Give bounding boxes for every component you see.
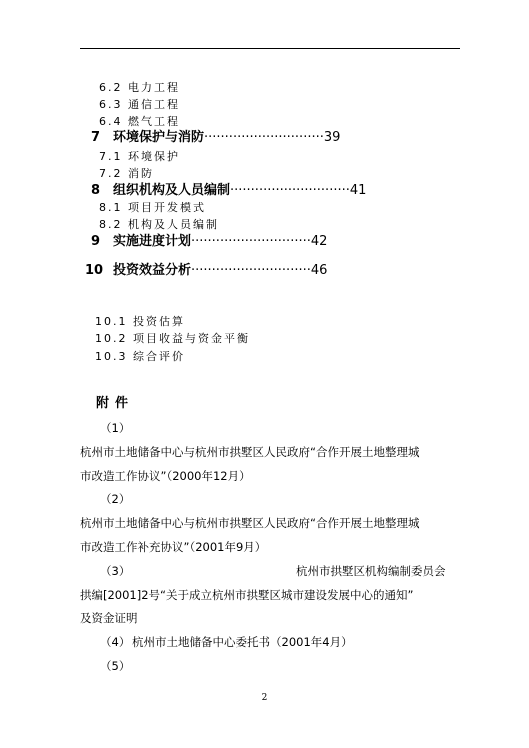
- dot-leader: ·····························: [191, 263, 311, 278]
- toc-section-7-2: 7.2 消防: [99, 167, 154, 180]
- appendix-item-3-line-3: 及资金证明: [80, 611, 138, 625]
- chapter-number: 7: [91, 130, 101, 145]
- appendix-heading: 附件: [96, 396, 135, 411]
- toc-section-8-1: 8.1 项目开发模式: [99, 201, 206, 214]
- appendix-item-2-number: （2）: [100, 492, 131, 506]
- toc-chapter-10: [85, 263, 327, 279]
- appendix-item-5-number: （5）: [100, 659, 131, 673]
- appendix-item-1-number: （1）: [100, 421, 131, 435]
- toc-section-6-3: 6.3 通信工程: [99, 98, 180, 111]
- toc-chapter-7: [91, 130, 340, 146]
- header-rule: [80, 48, 460, 49]
- appendix-item-4-text: 杭州市土地储备中心委托书（2001年4月）: [132, 635, 353, 649]
- toc-section-6-4: 6.4 燃气工程: [99, 115, 180, 128]
- toc-section-8-2: 8.2 机构及人员编制: [99, 218, 219, 231]
- toc-section-6-2: 6.2 电力工程: [99, 81, 180, 94]
- chapter-number: 10: [85, 263, 104, 278]
- page-number: 2: [261, 693, 268, 703]
- dot-leader: ·····························: [230, 183, 350, 198]
- page-ref: 42: [310, 234, 328, 249]
- toc-chapter-9: [91, 234, 327, 250]
- chapter-title: 环境保护与消防: [113, 130, 205, 145]
- toc-section-10-2: 10.2 项目收益与资金平衡: [95, 332, 250, 345]
- appendix-item-2-line-1: 杭州市土地储备中心与杭州市拱墅区人民政府“合作开展土地整理城: [80, 516, 420, 530]
- dot-leader: ·····························: [191, 234, 311, 249]
- appendix-item-1-line-2: 市改造工作协议”（2000年12月）: [80, 469, 251, 483]
- chapter-title: 投资效益分析: [113, 263, 192, 278]
- toc-section-10-3: 10.3 综合评价: [95, 350, 185, 363]
- chapter-title: 组织机构及人员编制: [113, 183, 231, 198]
- chapter-number: 9: [91, 234, 101, 249]
- page-ref: 46: [310, 263, 328, 278]
- appendix-item-4-number: （4）: [100, 635, 131, 649]
- appendix-item-3-line-1: 杭州市拱墅区机构编制委员会: [296, 564, 446, 578]
- appendix-item-3-line-2: 拱编[2001]2号“关于成立杭州市拱墅区城市建设发展中心的通知”: [80, 588, 414, 602]
- chapter-number: 8: [91, 183, 101, 198]
- appendix-item-1-line-1: 杭州市土地储备中心与杭州市拱墅区人民政府“合作开展土地整理城: [80, 445, 420, 459]
- dot-leader: ·····························: [204, 130, 324, 145]
- appendix-item-3-number: （3）: [100, 564, 131, 578]
- toc-section-10-1: 10.1 投资估算: [95, 315, 185, 328]
- chapter-title: 实施进度计划: [113, 234, 192, 249]
- toc-chapter-8: [91, 183, 366, 199]
- page-ref: 39: [323, 130, 341, 145]
- page-ref: 41: [349, 183, 367, 198]
- toc-section-7-1: 7.1 环境保护: [99, 150, 180, 163]
- appendix-item-2-line-2: 市改造工作补充协议”（2001年9月）: [80, 540, 267, 554]
